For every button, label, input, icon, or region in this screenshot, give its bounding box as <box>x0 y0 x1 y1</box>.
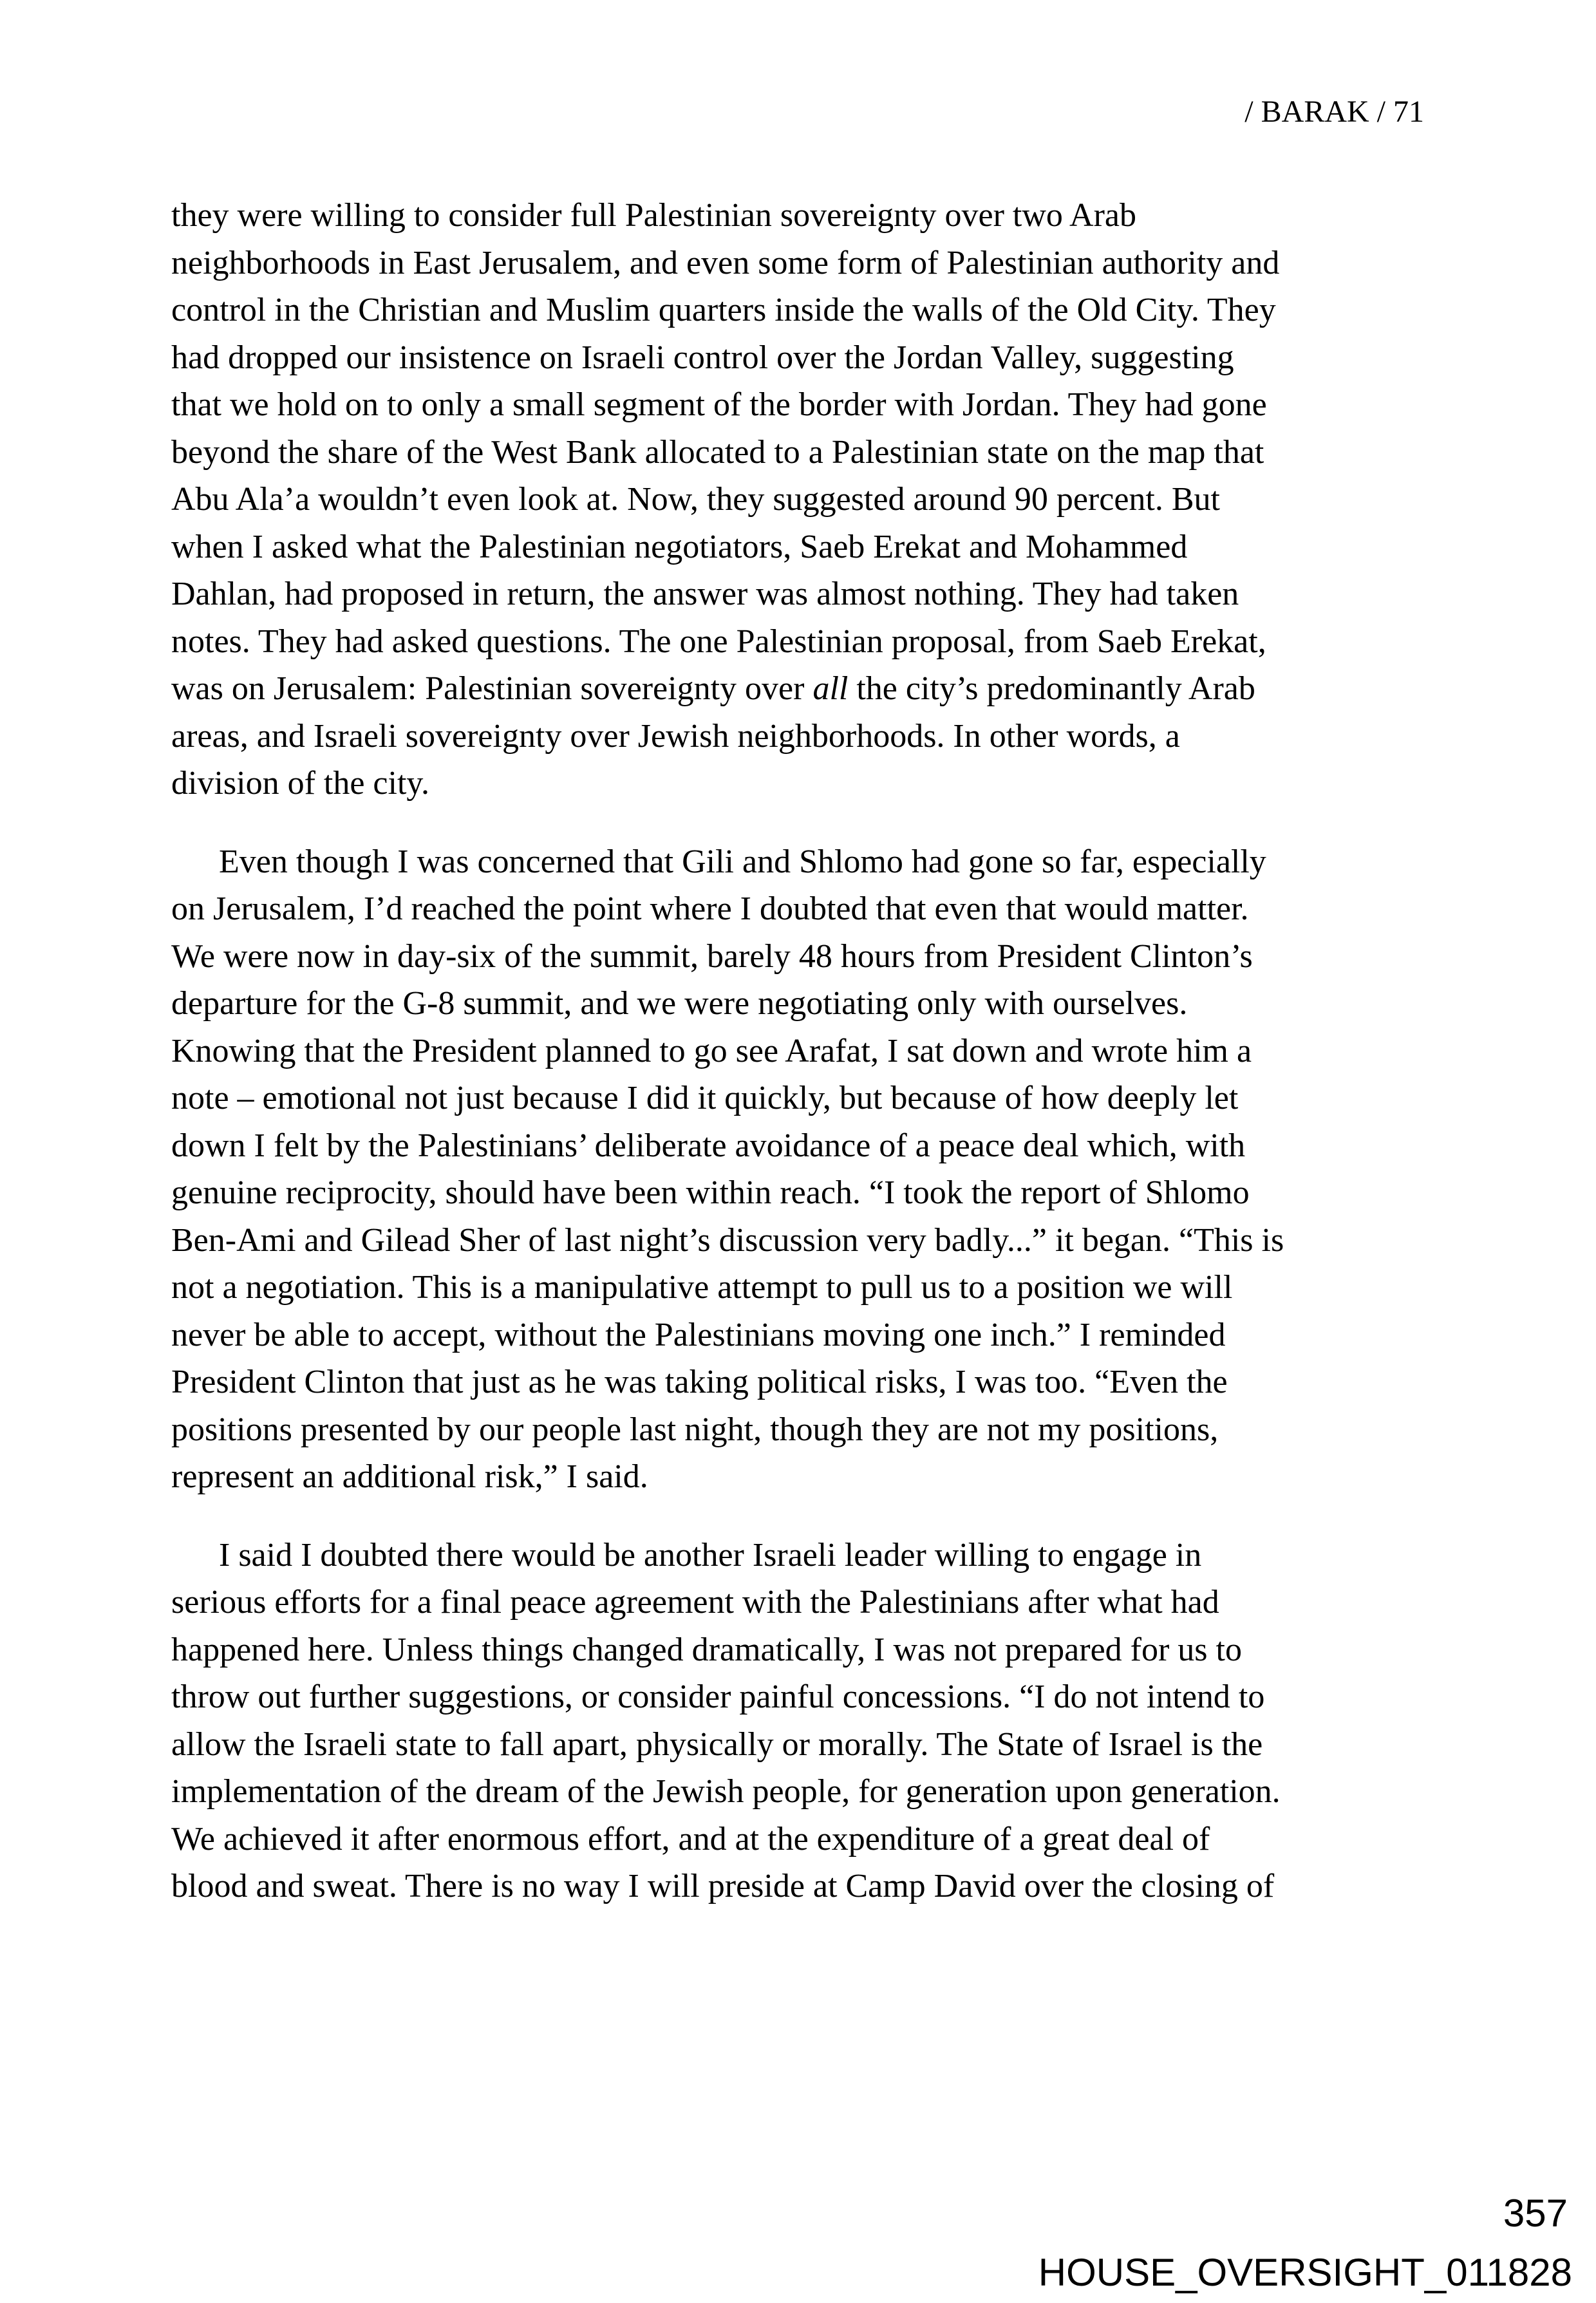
text-line: on Jerusalem, I’d reached the point where I doubted that even that would matter. <box>171 890 1249 927</box>
paragraph-2 <box>171 838 1414 1501</box>
text-line: serious efforts for a final peace agreement with the Palestinians after what had <box>171 1584 1219 1621</box>
text-line: Dahlan, had proposed in return, the answer was almost nothing. They had taken <box>171 576 1239 612</box>
text-line: Even though I was concerned that Gili and Shlomo had gone so far, especially <box>219 843 1266 880</box>
text-line: division of the city. <box>171 765 430 802</box>
text-line: never be able to accept, without the Palestinians moving one inch.” I reminded <box>171 1316 1226 1353</box>
paragraph-1 <box>171 192 1414 807</box>
text-line: was on Jerusalem: Palestinian sovereignty over all the city’s predominantly Arab <box>171 670 1255 707</box>
text-line: positions presented by our people last night, though they are not my positions, <box>171 1411 1219 1448</box>
text-line: President Clinton that just as he was taking political risks, I was too. “Even the <box>171 1364 1228 1400</box>
text-line: not a negotiation. This is a manipulative attempt to pull us to a position we will <box>171 1269 1233 1306</box>
text-line: control in the Christian and Muslim quarters inside the walls of the Old City. They <box>171 292 1276 328</box>
text-line: happened here. Unless things changed dramatically, I was not prepared for us to <box>171 1631 1242 1668</box>
text-line: that we hold on to only a small segment of the border with Jordan. They had gone <box>171 386 1267 423</box>
text-line: had dropped our insistence on Israeli control over the Jordan Valley, suggesting <box>171 339 1234 376</box>
text-line: notes. They had asked questions. The one Palestinian proposal, from Saeb Erekat, <box>171 623 1266 660</box>
text-line: beyond the share of the West Bank allocated to a Palestinian state on the map that <box>171 433 1264 471</box>
text-line: I said I doubted there would be another Israeli leader willing to engage in <box>219 1536 1202 1574</box>
text-line: Abu Ala’a wouldn’t even look at. Now, they suggested around 90 percent. But <box>171 481 1220 518</box>
text-line: throw out further suggestions, or consider painful concessions. “I do not intend to <box>171 1678 1265 1715</box>
running-header: / BARAK / 71 <box>1244 95 1424 129</box>
text-line: allow the Israeli state to fall apart, physically or morally. The State of Israel is the <box>171 1725 1263 1763</box>
text-line: Knowing that the President planned to go see Arafat, I sat down and wrote him a <box>171 1032 1252 1069</box>
page-number: 357 <box>1503 2192 1568 2235</box>
bates-number: HOUSE_OVERSIGHT_011828 <box>1038 2251 1572 2294</box>
paragraph-3 <box>171 1532 1414 1910</box>
text-line: departure for the G-8 summit, and we were negotiating only with ourselves. <box>171 985 1188 1022</box>
text-line: implementation of the dream of the Jewish people, for generation upon generation. <box>171 1773 1281 1810</box>
text-line: down I felt by the Palestinians’ deliberate avoidance of a peace deal which, with <box>171 1127 1246 1164</box>
text-line: represent an additional risk,” I said. <box>171 1458 648 1495</box>
text-line: We achieved it after enormous effort, and at the expenditure of a great deal of <box>171 1820 1210 1857</box>
text-line: Ben-Ami and Gilead Sher of last night’s discussion very badly...” it began. “This is <box>171 1221 1284 1259</box>
text-line: note – emotional not just because I did it quickly, but because of how deeply let <box>171 1080 1239 1116</box>
text-line: blood and sweat. There is no way I will preside at Camp David over the closing of <box>171 1868 1275 1904</box>
text-line: when I asked what the Palestinian negotiators, Saeb Erekat and Mohammed <box>171 528 1188 565</box>
text-line: neighborhoods in East Jerusalem, and even some form of Palestinian authority and <box>171 244 1280 281</box>
text-line: they were willing to consider full Palestinian sovereignty over two Arab <box>171 197 1136 234</box>
text-line: areas, and Israeli sovereignty over Jewish neighborhoods. In other words, a <box>171 717 1180 755</box>
text-line: genuine reciprocity, should have been within reach. “I took the report of Shlomo <box>171 1174 1250 1211</box>
body-text <box>171 192 1414 1910</box>
text-line: We were now in day-six of the summit, barely 48 hours from President Clinton’s <box>171 937 1253 975</box>
